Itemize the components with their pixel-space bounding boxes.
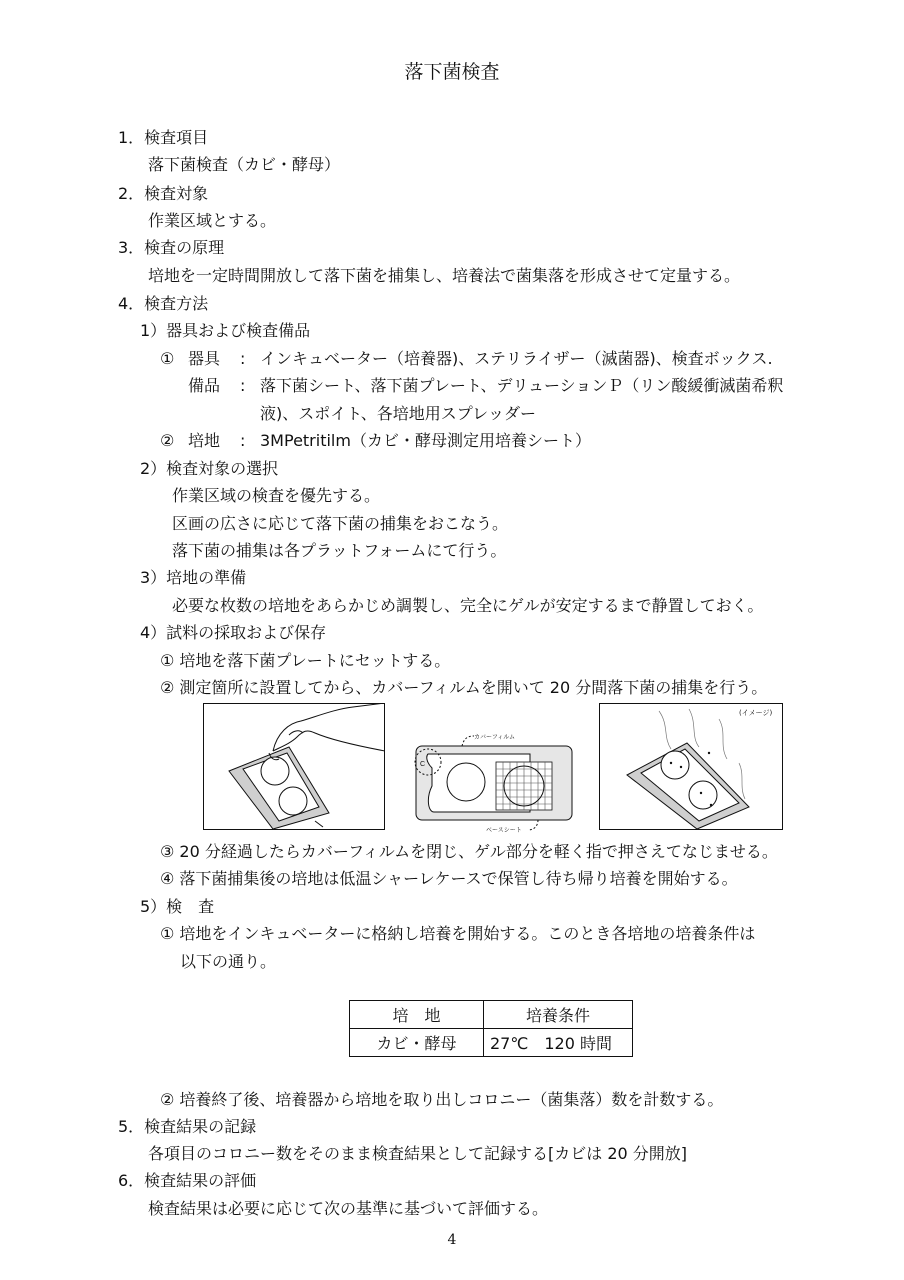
equipment-colon: : — [240, 349, 246, 368]
subsection-4-2-line-2: 区画の広さに応じて落下菌の捕集をおこなう。 — [172, 514, 509, 533]
subsection-4-3-line-1: 必要な枚数の培地をあらかじめ調製し、完全にゲルが安定するまで静置しておく。 — [172, 596, 764, 615]
medium-label: 培地 — [188, 431, 221, 450]
inspection-step-1-line-2: 以下の通り。 — [180, 952, 277, 971]
subsection-4-2-line-3: 落下菌の捕集は各プラットフォームにて行う。 — [172, 541, 507, 560]
table-header-condition: 培養条件 — [484, 1001, 633, 1029]
section-1-heading: 1．検査項目 — [118, 128, 209, 147]
table-cell-medium: カビ・酵母 — [350, 1029, 484, 1057]
inspection-step-2: ② 培養終了後、培養器から培地を取り出しコロニー（菌集落）数を計数する。 — [160, 1090, 724, 1109]
subsection-4-4-heading: 4）試料の採取および保存 — [140, 623, 327, 642]
table-header-medium: 培 地 — [350, 1001, 484, 1029]
medium-text: 3MPetritilm（カビ・酵母測定用培養シート） — [260, 431, 591, 450]
supplies-text-1: 落下菌シート、落下菌プレート、デリューションＰ（リン酸緩衝滅菌希釈 — [260, 376, 784, 395]
fig-c-label: C — [420, 761, 426, 768]
section-1-text: 落下菌検査（カビ・酵母） — [148, 155, 341, 174]
table-row — [350, 1029, 633, 1057]
medium-colon: : — [240, 431, 246, 450]
table-header-row — [350, 1001, 633, 1029]
medium-num: ② — [160, 431, 175, 450]
section-4-heading: 4．検査方法 — [118, 294, 209, 313]
subsection-4-5-heading: 5）検 査 — [140, 897, 215, 916]
fig-cover-film-label: カバーフィルム — [474, 734, 515, 741]
page-title: 落下菌検査 — [404, 61, 500, 83]
supplies-colon: : — [240, 376, 246, 395]
inspection-step-1-line-1: ① 培地をインキュベーターに格納し培養を開始する。このとき各培地の培養条件は — [160, 924, 756, 943]
subsection-4-2-heading: 2）検査対象の選択 — [140, 459, 279, 478]
figure-plate-image — [599, 703, 783, 830]
section-5-heading: 5．検査結果の記録 — [118, 1117, 257, 1136]
supplies-label: 備品 — [188, 376, 221, 395]
section-6-heading: 6．検査結果の評価 — [118, 1171, 257, 1190]
section-2-heading: 2．検査対象 — [118, 184, 209, 203]
section-2-text: 作業区域とする。 — [148, 211, 277, 230]
equipment-text: インキュベーター（培養器)、ステリライザー（滅菌器)、検査ボックス. — [260, 349, 773, 368]
section-6-text: 検査結果は必要に応じて次の基準に基づいて評価する。 — [148, 1199, 549, 1218]
subsection-4-1-heading: 1）器具および検査備品 — [140, 321, 311, 340]
equipment-label: 器具 — [188, 349, 221, 368]
culture-conditions-table — [349, 1000, 633, 1057]
section-3-heading: 3．検査の原理 — [118, 238, 225, 257]
section-5-text: 各項目のコロニー数をそのまま検査結果として記録する[カビは 20 分開放] — [148, 1144, 688, 1163]
table-cell-condition: 27℃ 120 時間 — [484, 1029, 633, 1057]
section-3-text: 培地を一定時間開放して落下菌を捕集し、培養法で菌集落を形成させて定量する。 — [148, 266, 741, 285]
sampling-step-4: ④ 落下菌捕集後の培地は低温シャーレケースで保管し待ち帰り培養を開始する。 — [160, 869, 738, 888]
sampling-step-3: ③ 20 分経過したらカバーフィルムを閉じ、ゲル部分を軽く指で押さえてなじませる。 — [160, 842, 778, 861]
equipment-num: ① — [160, 349, 175, 368]
subsection-4-3-heading: 3）培地の準備 — [140, 568, 247, 587]
page-number: 4 — [447, 1232, 457, 1248]
sampling-step-1: ① 培地を落下菌プレートにセットする。 — [160, 651, 451, 670]
figure-petrifilm-sheet — [410, 728, 578, 836]
figure-hand-opening-plate — [203, 703, 385, 830]
fig-base-sheet-label: ベースシート — [486, 827, 522, 834]
supplies-text-2: 液)、スポイト、各培地用スプレッダー — [260, 404, 537, 423]
sampling-step-2: ② 測定箇所に設置してから、カバーフィルムを開いて 20 分間落下菌の捕集を行う。 — [160, 678, 768, 697]
subsection-4-2-line-1: 作業区域の検査を優先する。 — [172, 486, 381, 505]
fig-image-label: (イメージ) — [739, 709, 773, 717]
